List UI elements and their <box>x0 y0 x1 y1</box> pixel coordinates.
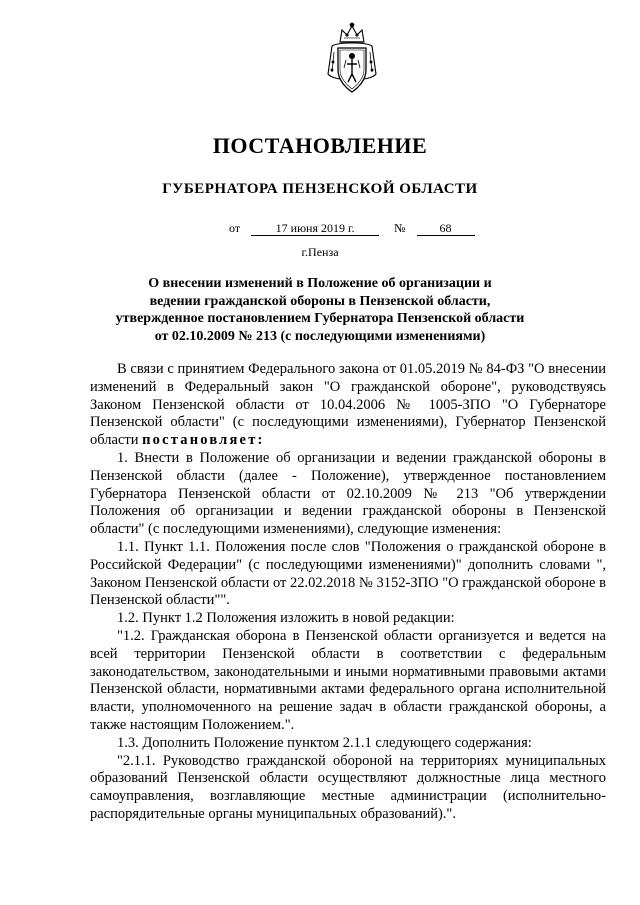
document-number: 68 <box>417 222 475 236</box>
heading-line: утвержденное постановлением Губернатора Пензенской области <box>115 311 525 326</box>
heading-line: О внесении изменений в Положение об организации и <box>148 276 492 291</box>
date-prefix: от <box>229 221 241 235</box>
document-title: ПОСТАНОВЛЕНИЕ <box>212 133 428 158</box>
body-paragraph: 1. Внести в Положение об организации и ведении гражданской обороны в Пензенской области (далее - Положение), утвержденное постановлением Губернатора Пензенской области от 02.10.2009 № 213 "Об утверждении Положения об организации и ведении гражданской обороны в Пензенской области" (с последующими изменениями), следующие изменения: <box>90 449 606 538</box>
resolves-text: постановляет: <box>142 432 265 449</box>
document-date: 17 июня 2019 г. <box>251 222 379 236</box>
preamble-paragraph <box>90 361 606 450</box>
document-issuer: ГУБЕРНАТОРА ПЕНЗЕНСКОЙ ОБЛАСТИ <box>162 181 478 197</box>
preamble-text: В связи с принятием Федерального закона от 01.05.2019 № 84-ФЗ "О внесении изменений в Федеральный закон "О гражданской обороне", руководствуясь Законом Пензенской области от 10.04.2006 № 1005-ЗПО "О Губернаторе Пензенской области" (с последующими изменениями), Губернатор Пензенской области <box>90 361 606 449</box>
number-prefix: № <box>394 221 406 235</box>
document-city: г.Пенза <box>301 245 339 259</box>
heading-line: от 02.10.2009 № 213 (с последующими изменениями) <box>154 328 486 344</box>
body-paragraph: 1.2. Пункт 1.2 Положения изложить в новой редакции: <box>117 610 455 627</box>
date-line <box>229 221 475 236</box>
body-paragraph: 1.1. Пункт 1.1. Положения после слов "Положения о гражданской обороне в Российской Федерации" (с последующими изменениями)" дополнить словами ", Законом Пензенской области от 22.02.2018 № 3152-ЗПО "О гражданской обороне в Пензенской области"". <box>90 538 606 609</box>
heading-line: ведении гражданской обороны в Пензенской области, <box>149 293 491 309</box>
body-paragraph: "1.2. Гражданская оборона в Пензенской области организуется и ведется на всей территории Пензенской области в соответствии с федеральным законодательством, законодательными и иными нормативными правовыми актами Пензенской области, нормативными актами федерального органа исполнительной власти, уполномоченного на решение задач в области гражданской обороны, а также настоящим Положением.". <box>90 627 606 733</box>
coat-of-arms-icon <box>324 22 380 100</box>
document-body <box>90 361 606 824</box>
body-paragraph: "2.1.1. Руководство гражданской обороной на территориях муниципальных образований Пензенской области осуществляют должностные лица местного самоуправления, возглавляющие местные администрации (исполнительно-распорядительные органы муниципальных образований).". <box>90 752 606 822</box>
document-heading <box>90 275 550 345</box>
body-paragraph: 1.3. Дополнить Положение пунктом 2.1.1 следующего содержания: <box>117 734 532 751</box>
